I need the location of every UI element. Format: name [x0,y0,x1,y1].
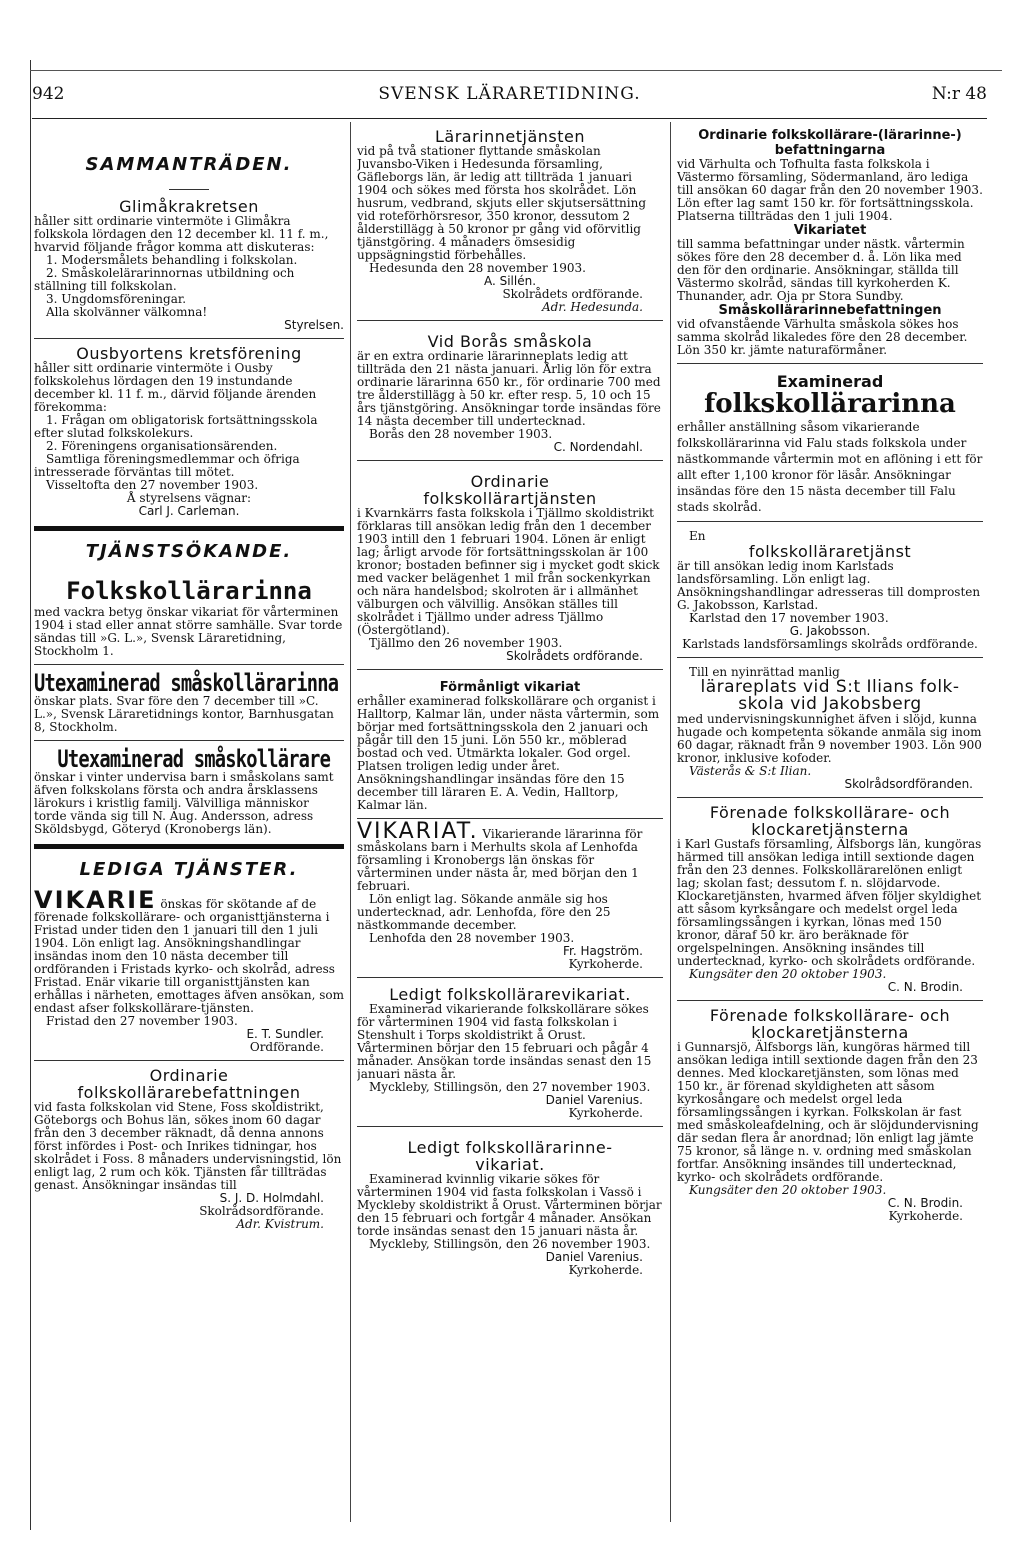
ad-body: önskas för skötande af de förenade folkskollärare- och organisttjänsterna i Fristad under tiden den 1 januari till den 1 juli 1904. Lön enligt lag. Ansökningshandlingar insändas inom den 10 nästa december till ordföranden i Fristads kyrko- och skolråd, adress Fristad. Enär vikarie till organisttjänsten kan erhållas i närheten, emottages äfven ansökan, som endast afser folkskollärare-tjänsten. [34,897,344,1015]
divider [357,1126,663,1127]
column-2 [357,128,663,1528]
notice-closing: Alla skolvänner välkomna! [46,305,208,319]
ad-signature: Daniel Varenius. [545,1250,643,1264]
ad-body: önskar plats. Svar före den 7 december till »C. L.», Svensk Läraretidnings kontor, Barnhusgatan 8, Stockholm. [34,694,334,734]
ad-ledigt-vikariat-1 [357,986,663,1120]
ad-address: Adr. Hedesunda. [541,300,643,314]
ad-title: Ordinarie [149,1066,229,1085]
section-heading: TJÄNSTSÖKANDE. [85,541,293,562]
ad-title: Förmånligt vikariat [439,680,581,695]
ad-signature: S. J. D. Holmdahl. [219,1191,324,1205]
section-heading: SAMMANTRÄDEN. [85,154,293,175]
ad-title: Lärarinnetjänsten [434,128,585,146]
page-header [32,84,987,114]
ad-role: Skolrådets ordförande. [502,287,643,301]
agenda-item: 3. Ungdomsföreningar. [46,292,187,306]
ad-role: Kyrkoherde. [568,1106,643,1120]
ad-body: i Kvarnkärrs fasta folkskola i Tjällmo skoldistrikt förklaras till ansökan ledig från den 1 december 1903 intill den 1 februari 1904. Lönen är enligt lag; årligt arvode för fortsättningsskolan är 100 kronor; bostaden befinner sig i mycket godt skick med vacker belägenhet 1 mil från sockenkyrkan och nära handelsbod; skolroten är i allmänhet välburgen och välvillig. Ansökan ställes till skolrådet i Tjällmo under adress Tjällmo (Östergötland). [357,506,660,637]
ad-signature: Daniel Varenius. [545,1093,643,1107]
ad-signature: G. Jakobsson. [789,624,871,638]
ad-title: Utexaminerad småskollärarinna [34,669,339,697]
ad-role: Ordförande. [249,1040,324,1054]
divider [357,460,663,461]
ad-title: Folkskollärarinna [66,577,312,605]
thick-divider [34,526,344,531]
ad-place: Myckleby, Stillingsön, den 26 november 1903. [369,1237,651,1251]
divider [677,1000,983,1001]
ad-vikarie [34,886,344,1054]
ad-boras [357,333,663,454]
ad-signature: E. T. Sundler. [246,1027,324,1041]
ad-title: skola vid Jakobsberg [738,694,922,714]
ad-title: Ordinarie folkskollärare-(lärarinne-) [698,128,962,143]
ad-body: med vackra betyg önskar vikariat för vårterminen 1904 i stad eller annat större samhälle. Svar torde sändas till »G. L.», Svensk Läraretidning, Stockholm 1. [34,605,343,658]
notice-signature: Styrelsen. [284,318,344,332]
notice-place: Visseltofta den 27 november 1903. [46,478,259,492]
ad-ledigt-vikariat-2 [357,1139,663,1277]
column-1 [34,128,344,1528]
ad-body: Vikarierande lärarinna för småskolans barn i Merhults skola af Lenhofda församling i Kronobergs län önskas för vårterminen under nästa år, med början den 1 februari. [357,827,643,893]
ad-address: Adr. Kvistrum. [236,1217,324,1231]
ad-body: till samma befattningar under nästk. vårtermin sökes före den 28 december d. å. Lön lika med den för den ordinarie. Ansökningar, ställda till Västermo skolråd, sändas till kyrkoherden K. Thunander, adr. Oja pr Stora Sundby. [677,237,965,303]
ad-title: folkskolläraretjänst [748,542,912,561]
column-3 [677,128,983,1528]
ad-body: erhåller anställning såsom vikarierande folkskollärarinna vid Falu stads folkskola under nästkommande vårtermin mot en aflöning i ett för allt efter 1,100 kronor för läsår. Ansökningar insändas före den 15 nästa december till Falu stads skolråd. [677,420,983,514]
ad-body: är en extra ordinarie lärarinneplats ledig att tillträda den 21 nästa januari. Årlig lön för extra ordinarie lärarinna 650 kr., för ordinarie 700 med tre ålderstillägg à 50 kr. efter resp. 5, 10 och 15 års tjänstgöring. Ansökningar torde insändas före 14 nästa december till undertecknad. [357,349,661,428]
ad-body: Examinerad kvinnlig vikarie sökes för vårterminen 1904 vid fasta folkskolan i Vassö i Myckleby skoldistrikt å Orust. Vårterminen börjar den 15 februari och fortgår 4 månader. Ansökan torde insändas senast den 15 januari nästa år. [357,1172,662,1238]
ad-title: klockaretjänsterna [751,820,909,839]
notice-glimakra [34,198,344,332]
column-divider [670,122,671,1522]
ad-forenade-1 [677,804,983,994]
column-divider [350,122,351,1522]
ad-title: Ledigt folkskollärarevikariat. [389,985,631,1004]
notice-signature: Carl J. Carleman. [138,504,240,518]
ad-role: Kyrkoherde. [568,957,643,971]
ad-title: Förenade folkskollärare- och [709,803,951,822]
ad-place: Karlstad den 17 november 1903. [689,611,889,625]
ad-title: folkskollärarinna [704,389,956,419]
divider [34,664,344,665]
ad-title: VIKARIAT. [357,819,479,844]
ad-signature: C. Nordendahl. [553,440,643,454]
notice-closing: Samtliga föreningsmedlemmar och öfriga intresserade förväntas till mötet. [34,452,300,479]
divider [677,363,983,364]
divider [677,657,983,658]
ad-place: Kungsäter den 20 oktober 1903. [689,1183,887,1197]
ad-title: Ordinarie [470,472,550,491]
agenda-item: 1. Frågan om obligatorisk fortsättningsskola efter slutad folkskolekurs. [34,413,318,440]
ad-place: Fristad den 27 november 1903. [46,1014,238,1028]
agenda-item: 2. Föreningens organisationsärenden. [46,439,278,453]
ad-ordinarie-befattning [34,1067,344,1231]
ad-formanligt [357,680,663,812]
ad-signature: Skolrådets ordförande. [506,649,643,663]
ad-title: lärareplats vid S:t Ilians folk- [700,677,960,697]
divider [34,740,344,741]
ad-body: önskar i vinter undervisa barn i småskolans samt äfven folkskolans första och andra årsklassens lärokurs i kristlig familj. Välvilliga människor torde vända sig till N. Aug. Andersson, adress Sköldsbygd, Göteryd (Kronobergs län). [34,770,334,836]
divider [357,977,663,978]
notice-title: Ousbyortens kretsförening [76,344,302,363]
divider [357,320,663,321]
ad-intro: Till en nyinrättad manlig [689,665,840,679]
ad-body: vid Värhulta och Tofhulta fasta folkskola i Västermo församling, Södermanland, äro lediga till ansökan 60 dagar från den 20 november 1903. Lön efter lag samt 150 kr. för fortsättningsskola. Platserna tillträdas den 1 juli 1904. [677,157,983,223]
ad-lararinnetjansten [357,128,663,314]
ad-place: Kungsäter den 20 oktober 1903. [689,967,887,981]
ad-title: Småskollärarinnebefattningen [718,303,942,318]
ad-title: Examinerad [776,372,884,391]
ad-signature: C. N. Brodin. [887,980,963,994]
short-rule [169,189,209,190]
ad-signature: A. Sillén. [483,274,537,288]
notice-title: Glimåkrakretsen [119,197,259,216]
ad-title: Utexaminerad småskollärare [57,745,331,773]
top-rule [30,70,1002,71]
ad-examinerad [677,374,983,515]
notice-behalf: Å styrelsens vägnar: [126,491,252,505]
ad-role: Kyrkoherde. [568,1263,643,1277]
ad-body: vid ofvanstående Värhulta småskola sökes hos samma skolråd likaledes före den 28 december. Lön 350 kr. jämte naturaförmåner. [677,317,968,357]
ad-body: i Gunnarsjö, Älfsborgs län, kungöras härmed till ansökan lediga intill sextionde dagen från den 23 dennes. Med klockaretjänsten, som lönas med 150 kr., är förenad skyldigheten att såsom kyrkosångare och medelst orgel leda församlingssången i kyrkan. Folkskolan är fast med småskoleafdelning, och är slöjdundervisning där sedan flera år anordnad; lön enligt lag jämte 75 kronor, så länge n. v. ordning med småskolan fortfar. Ansökning insändes till undertecknad, kyrko- och skolrådets ordförande. [677,1040,979,1184]
ad-body: Lön enligt lag. Sökande anmäle sig hos undertecknad, adr. Lenhofda, före den 25 nästkommande december. [357,892,611,932]
ad-title: befattningarna [774,143,886,158]
ad-smaskollararinna [34,671,344,734]
ad-body: erhåller examinerad folkskollärare och organist i Halltorp, Kalmar län, under nästa vårtermin, som börjar med fortsättningsskola den 2 januari och pågår till den 15 juni. Lön 550 kr., möblerad bostad och ved. Utmärkta lokaler. God orgel. Platsen troligen ledig under året. Ansökningshandlingar insändas före den 15 december till läraren E. A. Vedin, Halltorp, Kalmar län. [357,694,660,812]
notice-ousby [34,345,344,518]
divider [34,338,344,339]
ad-role: Skolrådsordförande. [199,1204,324,1218]
ad-title: folkskollärarebefattningen [77,1083,301,1102]
ad-body: Examinerad vikarierande folkskollärare sökes för vårterminen 1904 vid fasta folkskolan i Stenshult i Torps skoldistrikt å Orust. Vårterminen börjar den 15 februari och pågår 4 månader. Ansökan torde insändas senast den 15 januari nästa år. [357,1002,652,1081]
ad-vikariat [357,819,663,971]
ad-intro: En [689,529,706,543]
ad-jakobsberg [677,666,983,791]
divider [677,521,983,522]
ad-signature: C. N. Brodin. [887,1196,963,1210]
ad-signature: Fr. Hagström. [563,944,643,958]
ad-place: Myckleby, Stillingsön, den 27 november 1903. [369,1080,651,1094]
divider [357,669,663,670]
notice-body: håller sitt ordinarie vintermöte i Glimåkra folkskola lördagen den 12 december kl. 11 f. m., hvarvid följande frågor komma att diskuteras: [34,214,329,254]
notice-body: håller sitt ordinarie vintermöte i Ousby folkskolehus lördagen den 19 instundande december kl. 11 f. m., därvid följande ärenden förekomma: [34,361,317,414]
ad-title: Vikariatet [793,223,867,238]
ad-place: Västerås & S:t Ilian. [689,764,812,778]
ad-signature: Skolrådsordföranden. [844,777,973,791]
ad-forenade-2 [677,1007,983,1223]
ad-place: Tjällmo den 26 november 1903. [369,636,563,650]
ad-ordinarie-larare [677,128,983,357]
ad-tjallmo [357,473,663,663]
agenda-item: 2. Småskolelärarinnornas utbildning och ställning till folkskolan. [34,266,295,293]
publication-title: SVENSK LÄRARETIDNING. [378,84,641,104]
ad-title: vikariat. [475,1155,545,1174]
thick-divider [34,844,344,849]
ad-role: Kyrkoherde. [888,1209,963,1223]
ad-title: Ledigt folkskollärarinne- [407,1138,613,1157]
issue-number: N:r 48 [931,84,987,104]
ad-title: klockaretjänsterna [751,1023,909,1042]
ad-title: folkskollärartjänsten [423,489,597,508]
divider [34,1060,344,1061]
ad-body: vid på två stationer flyttande småskolan Juvansbo-Viken i Hedesunda församling, Gäfleborgs län, är ledig att tillträda 1 januari 1904 och sökes med första hos skolrådet. Lön husrum, vedbrand, skjuts eller skjutsersättning vid roteförhörsresor, 350 kronor, dessutom 2 ålderstillägg à 50 kronor pr gång vid oförvitlig tjänstgöring. 4 månaders ömsesidig uppsägningstid förbehålles. [357,144,646,262]
ad-title: Vid Borås småskola [427,332,593,351]
ad-karlstad [677,530,983,651]
ad-place: Borås den 28 november 1903. [369,427,553,441]
ad-role: Karlstads landsförsamlings skolråds ordförande. [682,637,978,651]
ad-body: med undervisningskunnighet äfven i slöjd, kunna hugade och kompetenta sökande anmäla sig inom 60 dagar, räknadt från 9 november 1903. Lön 900 kronor, inklusive kofoder. [677,712,982,765]
header-rule [32,118,987,119]
ad-body: i Karl Gustafs församling, Älfsborgs län, kungöras härmed till ansökan lediga intill sextionde dagen från den 23 dennes. Folkskollärarelönen enligt lag; skolan fast; dessutom f. n. slöjdarvode. Klockaretjänsten, hvarmed äfven följer skyldighet att såsom kyrksångare och medelst orgel leda församlingssången i kyrkan, lönas med 150 kronor, däraf 50 kr. äro beräknade för orgelspelningen. Ansökning insändes till undertecknad, kyrko- och skolrådets ordförande. [677,837,982,968]
ad-place: Hedesunda den 28 november 1903. [369,261,586,275]
agenda-item: 1. Modersmålets behandling i folkskolan. [46,253,298,267]
ad-place: Lenhofda den 28 november 1903. [369,931,575,945]
divider [677,797,983,798]
ad-folkskollararinna [34,576,344,658]
ad-body: är till ansökan ledig inom Karlstads landsförsamling. Lön enligt lag. Ansökningshandlingar adresseras till domprosten G. Jakobsson, Karlstad. [677,559,981,612]
ad-body: vid fasta folkskolan vid Stene, Foss skoldistrikt, Göteborgs och Bohus län, sökes inom 60 dagar från den 3 december räknadt, då denna annons först infördes i Post- och Inrikes tidningar, hos skolrådet i Foss. 8 månaders undervisningstid, lön enligt lag, 2 rum och kök. Tjänsten får tillträdas genast. Ansökningar insändas till [34,1100,342,1192]
section-heading: LEDIGA TJÄNSTER. [79,859,299,880]
ad-smaskollarare [34,747,344,836]
ad-title: VIKARIE [34,886,157,914]
page-number: 942 [32,84,65,104]
ad-title: Förenade folkskollärare- och [709,1006,951,1025]
